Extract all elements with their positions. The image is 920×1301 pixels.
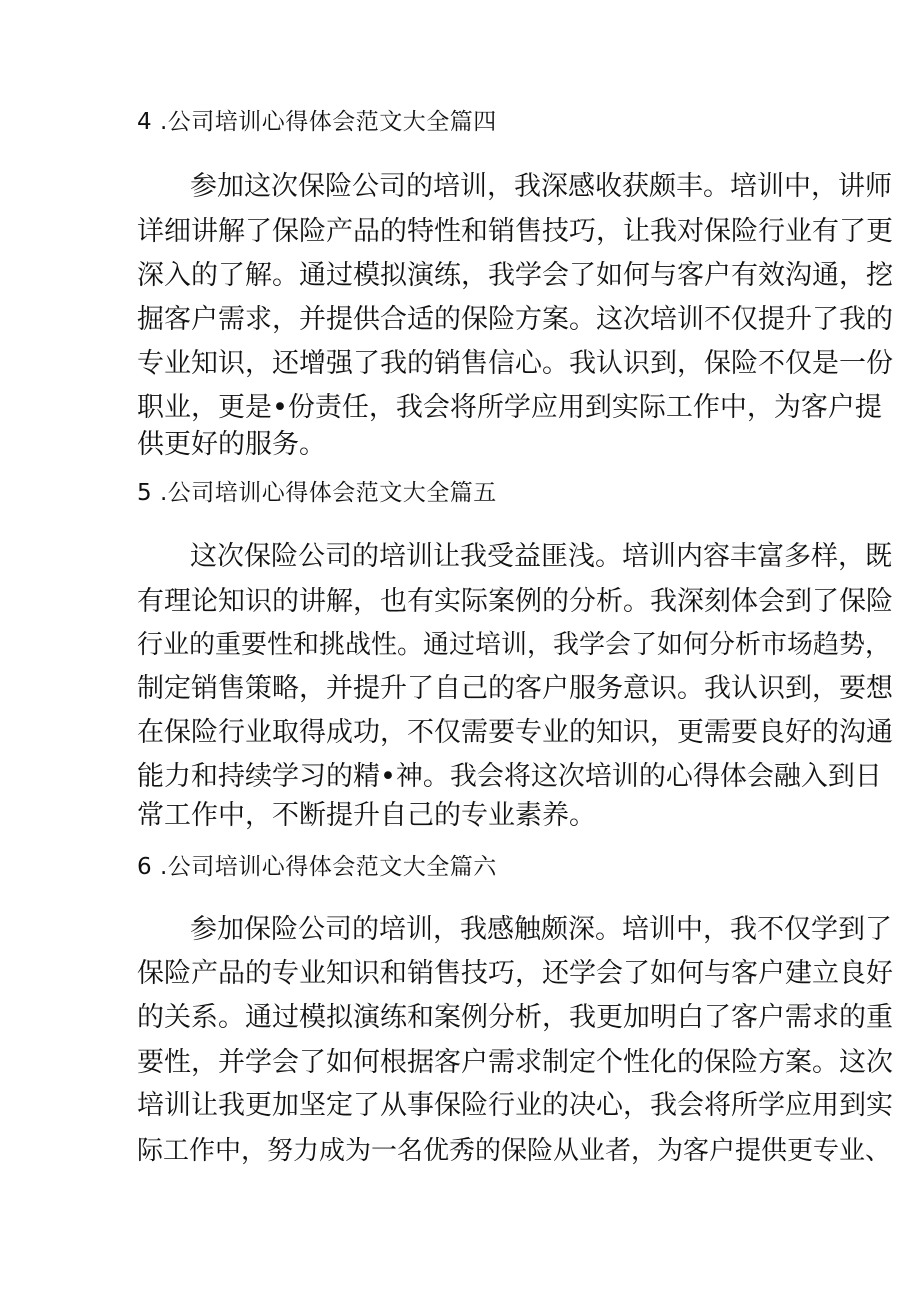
- section-4-line-6: 职业，更是•份责任，我会将所学应用到实际工作中，为客户提: [137, 392, 882, 423]
- section-5-line-7: 常工作中，不断提升自己的专业素养。: [137, 800, 596, 831]
- section-5-line-3: 行业的重要性和挑战性。通过培训，我学会了如何分析市场趋势，: [137, 630, 892, 660]
- section-5-line-1: 这次保险公司的培训让我受益匪浅。培训内容丰富多样，既: [190, 541, 892, 572]
- section-heading-5: 5 .公司培训心得体会范文大全篇五: [137, 480, 497, 506]
- section-5-line-5: 在保险行业取得成功，不仅需要专业的知识，更需要良好的沟通: [137, 717, 893, 748]
- section-6-line-3: 的关系。通过模拟演练和案例分析，我更加明白了客户需求的重: [137, 1002, 893, 1033]
- section-4-line-2: 详细讲解了保险产品的特性和销售技巧，让我对保险行业有了更: [137, 216, 893, 247]
- section-6-line-6: 际工作中，努力成为一名优秀的保险从业者，为客户提供更专业、: [137, 1136, 892, 1166]
- section-5-line-6: 能力和持续学习的精•神。我会将这次培训的心得体会融入到日: [137, 761, 882, 792]
- section-heading-6: 6 .公司培训心得体会范文大全篇六: [137, 854, 497, 880]
- section-6-line-4: 要性，并学会了如何根据客户需求制定个性化的保险方案。这次: [137, 1047, 893, 1078]
- section-6-line-1: 参加保险公司的培训，我感触颇深。培训中，我不仅学到了: [190, 914, 892, 945]
- section-6-line-2: 保险产品的专业知识和销售技巧，还学会了如何与客户建立良好: [137, 958, 893, 989]
- section-4-line-4: 掘客户需求，并提供合适的保险方案。这次培训不仅提升了我的: [137, 304, 893, 335]
- section-4-line-5: 专业知识，还增强了我的销售信心。我认识到，保险不仅是一份: [137, 348, 893, 379]
- section-heading-4: 4 .公司培训心得体会范文大全篇四: [137, 109, 497, 135]
- section-6-line-5: 培训让我更加坚定了从事保险行业的决心，我会将所学应用到实: [137, 1090, 893, 1121]
- section-4-line-3: 深入的了解。通过模拟演练，我学会了如何与客户有效沟通，挖: [137, 260, 893, 291]
- section-4-line-1: 参加这次保险公司的培训，我深感收获颇丰。培训中，讲师: [190, 171, 892, 202]
- section-4-line-7: 供更好的服务。: [137, 429, 326, 460]
- section-5-line-2: 有理论知识的讲解，也有实际案例的分析。我深刻体会到了保险: [137, 586, 893, 617]
- section-5-line-4: 制定销售策略，并提升了自己的客户服务意识。我认识到，要想: [137, 673, 893, 704]
